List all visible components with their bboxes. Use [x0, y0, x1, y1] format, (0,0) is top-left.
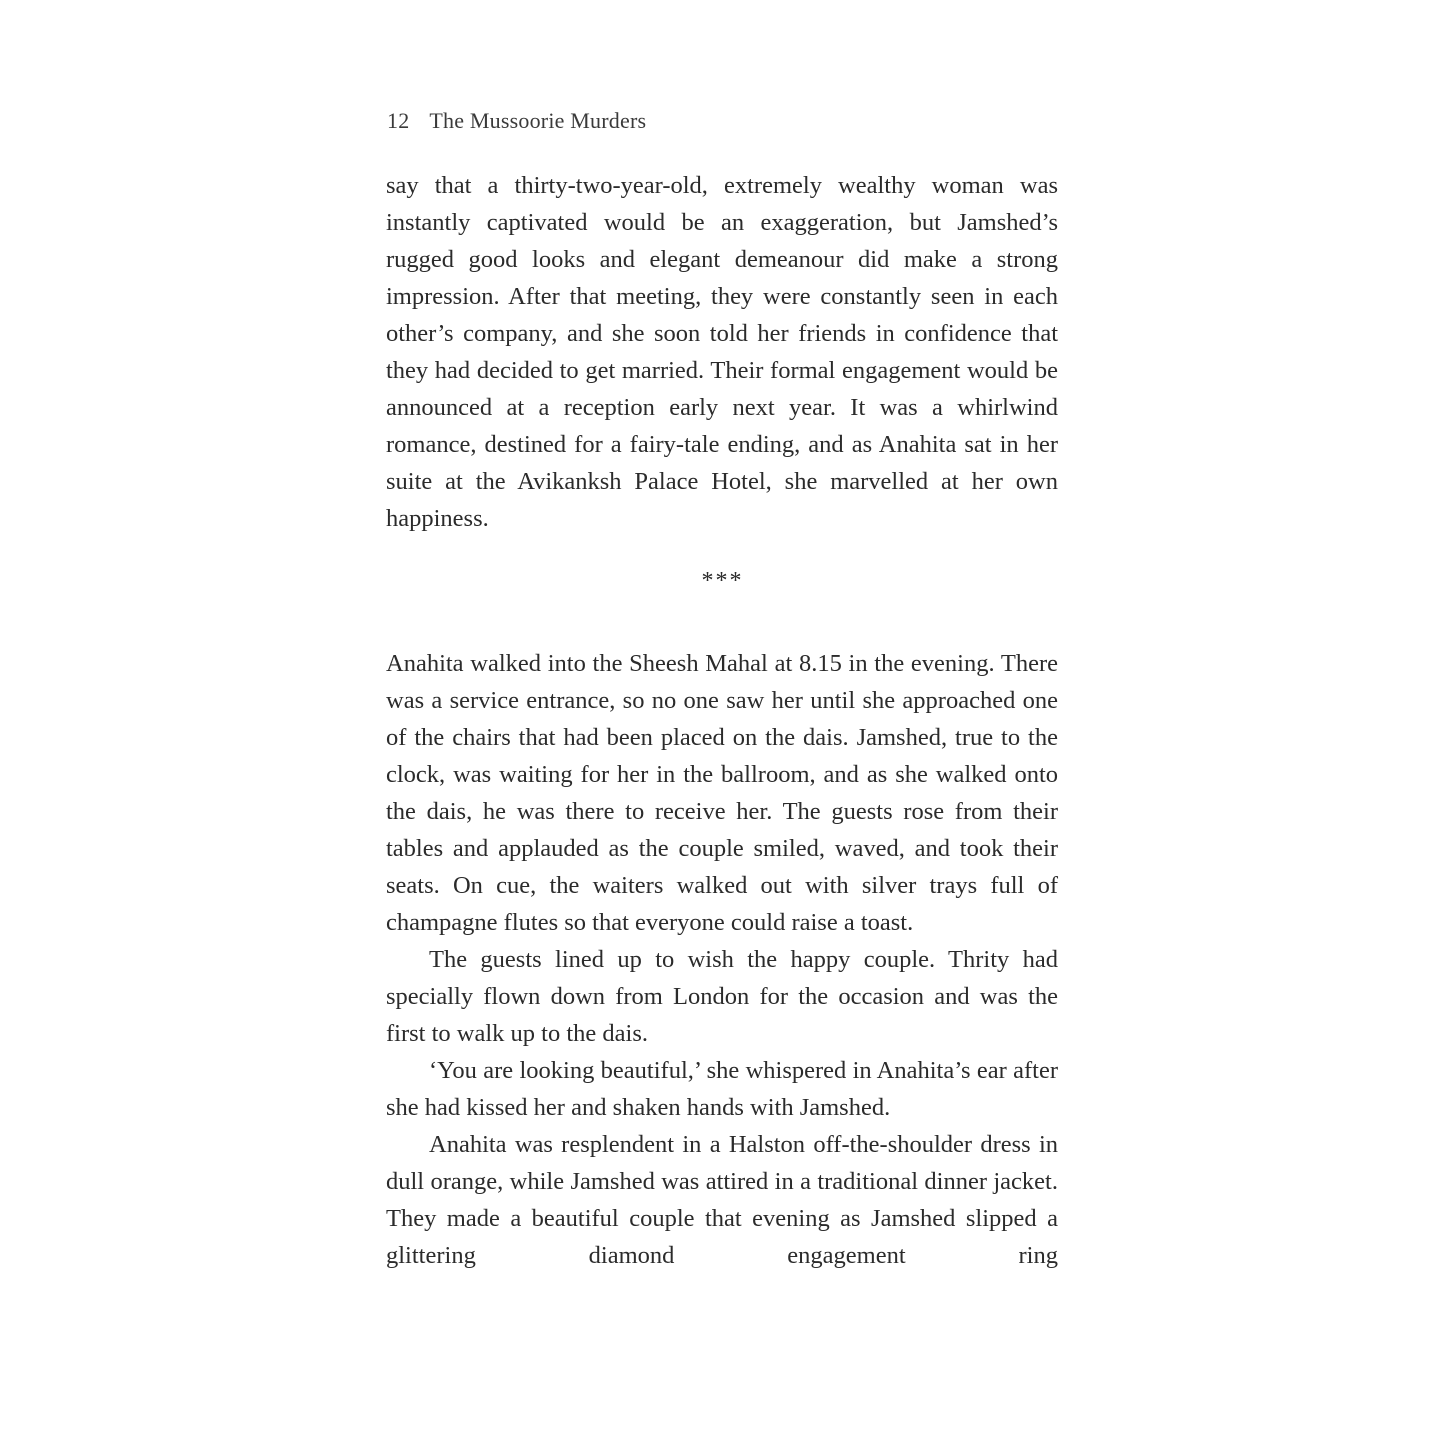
paragraph: Anahita was resplendent in a Halston off-the-shoulder dress in dull orange, while Jamshed was attired in a traditional dinner jacket. They made a beautiful couple that evening as Jamshed slipped a glittering diamond engagement ring: [386, 1131, 1058, 1269]
paragraph: say that a thirty-two-year-old, extremely wealthy woman was instantly captivated would be an exaggeration, but Jamshed’s rugged good looks and elegant demeanour did make a strong impression. After that meeting, they were constantly seen in each other’s company, and she soon told her friends in confidence that they had decided to get married. Their formal engagement would be announced at a reception early next year. It was a whirlwind romance, destined for a fairy-tale ending, and as Anahita sat in her suite at the Avikanksh Palace Hotel, she marvelled at her own happiness.: [386, 172, 1058, 532]
running-header: [387, 108, 646, 134]
paragraph: Anahita walked into the Sheesh Mahal at 8.15 in the evening. There was a service entrance, so no one saw her until she approached one of the chairs that had been placed on the dais. Jamshed, true to the clock, was waiting for her in the ballroom, and as she walked onto the dais, he was there to receive her. The guests rose from their tables and applauded as the couple smiled, waved, and took their seats. On cue, the waiters walked out with silver trays full of champagne flutes so that everyone could raise a toast.: [386, 650, 1058, 936]
book-title: The Mussoorie Murders: [429, 108, 647, 133]
section-two-text: [386, 645, 1058, 1274]
scene-break: ***: [701, 568, 744, 594]
paragraph: The guests lined up to wish the happy couple. Thrity had specially flown down from London for the occasion and was the first to walk up to the dais.: [386, 946, 1058, 1047]
section-one-text: [386, 167, 1058, 537]
paragraph: ‘You are looking beautiful,’ she whispered in Anahita’s ear after she had kissed her and shaken hands with Jamshed.: [386, 1057, 1058, 1121]
page-number: 12: [387, 108, 410, 133]
